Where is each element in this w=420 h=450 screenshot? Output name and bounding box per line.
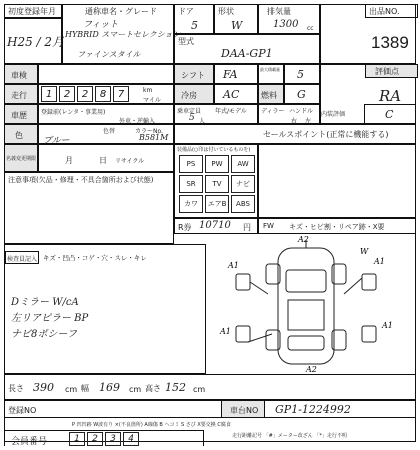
rear-window: [288, 336, 324, 350]
inspector-line-3: ナビ8ポシーフ: [11, 329, 77, 340]
mileage-digit: 7: [113, 86, 129, 102]
sales-point-box: [174, 124, 416, 144]
displacement-box: [258, 4, 320, 34]
car-name-box: [62, 4, 181, 64]
roof: [288, 300, 324, 330]
color-change-label: 色替: [103, 128, 116, 135]
car-name-label: 通称車名・グレード: [85, 7, 157, 16]
height-unit: cm: [193, 385, 206, 394]
fuel-label: 燃料: [261, 91, 277, 100]
car-diagram: [206, 234, 416, 374]
notes-label: 注意事項(欠品・修理・不具合箇所および状態): [8, 176, 154, 184]
member-digit: 2: [87, 432, 103, 446]
color-label: 色: [15, 131, 23, 140]
cooler-value: AC: [223, 88, 240, 101]
spare-left-bottom: [236, 326, 250, 342]
mark-left-top: A1: [228, 261, 239, 270]
grade-value: HYBRID スマートセレクション: [65, 30, 181, 39]
shift-label-box: [174, 64, 214, 84]
exhibit-label-box: [365, 4, 418, 18]
length-value: 390: [33, 381, 54, 394]
inspector-box: [4, 244, 206, 374]
color-label-box: [4, 124, 38, 144]
recycle-label: リサイクル: [115, 158, 145, 165]
dealer-box: [258, 104, 320, 124]
cert-label-box: [258, 64, 284, 84]
sales-point-label: セールスポイント(正常に機能する): [263, 130, 389, 139]
inspector-label: 検査員記入: [7, 256, 38, 263]
inspection-value-box: [38, 64, 174, 84]
sales-point-area: [258, 144, 416, 218]
mark-line-1: [250, 282, 268, 294]
doors-box: [174, 4, 214, 34]
color-no-label: カラーNo.: [135, 128, 163, 135]
history-label-box: [4, 104, 38, 124]
cooler-label-box: [174, 84, 214, 104]
inspection-label: 車検: [11, 71, 27, 80]
month-label: 月: [65, 156, 73, 165]
notes-box: [4, 172, 174, 244]
name-change-value-box: [38, 144, 174, 172]
dealer-label: ディラー: [261, 108, 285, 115]
mileage-label: 走行: [11, 91, 27, 100]
cooler-label: 冷房: [181, 91, 197, 100]
member-digit: 4: [123, 432, 139, 446]
inspector-line-1: Dミラー W/cA: [11, 297, 79, 308]
shift-value-box: [214, 64, 258, 84]
score-label: 評価点: [375, 67, 399, 76]
mark-line-2: [344, 278, 362, 294]
mileage-digit: 2: [77, 86, 93, 102]
r-unit: 円: [243, 223, 251, 232]
doors-value: 5: [191, 19, 198, 32]
handle-value: 右: [291, 118, 298, 125]
shape-label: 形状: [218, 7, 234, 16]
inspection-label-box: [4, 64, 38, 84]
history-sub: 登録前(レンタ・事業用): [41, 109, 106, 116]
shift-label: シフト: [181, 71, 205, 80]
chassis-label: 車台NO: [230, 406, 259, 415]
history-label: 車歴: [11, 111, 27, 120]
doors-label: ドア: [178, 7, 194, 16]
displacement-label: 排気量: [267, 7, 291, 16]
member-digit: 3: [105, 432, 121, 446]
first-reg-value: H25 / 2月: [7, 35, 65, 49]
windshield: [286, 270, 326, 292]
shape-box: [214, 4, 258, 34]
cooler-value-box: [214, 84, 258, 104]
chassis-value: GP1-1224992: [275, 403, 351, 416]
chassis-label-box: [221, 400, 265, 418]
handle-sub: 左: [305, 118, 312, 125]
color-no-value: B581M: [139, 133, 169, 142]
spare-left-top: [236, 274, 250, 290]
day-label: 日: [99, 156, 107, 165]
member-digit: 1: [69, 432, 85, 446]
spare-right-bottom: [362, 326, 376, 342]
mileage-digits-box: [38, 84, 174, 104]
interior-value: C: [385, 108, 394, 121]
score-value: RA: [379, 87, 402, 105]
mark-left-mid: A1: [220, 327, 231, 336]
length-unit: cm: [65, 385, 78, 394]
mileage-label-box: [4, 84, 38, 104]
first-reg-label: 初度登録年月: [8, 7, 56, 16]
mileage-digit: 2: [59, 86, 75, 102]
cc-unit: cc: [307, 25, 314, 32]
equipment-item: SR: [179, 175, 203, 193]
mark-right-mid: A1: [382, 321, 393, 330]
member-box: [4, 430, 204, 446]
r-label: R券: [178, 223, 192, 232]
model-value: DAA-GP1: [221, 47, 273, 60]
score-label-box: [365, 64, 418, 78]
mark-bottom: A2: [306, 365, 317, 374]
car-outline-svg: [206, 234, 416, 374]
reg-no-label: 登録NO: [8, 406, 37, 415]
meter-note: 走行距離記号 「#」メーター改ざん 「*」走行不明: [232, 433, 347, 439]
inspector-legend: キズ・凹凸・コゲ・穴・スレ・キレ: [43, 254, 147, 262]
interior-label: 内装評価: [321, 111, 346, 118]
legend-bar: [258, 218, 416, 234]
capacity-label: 乗車定員: [177, 108, 202, 115]
inspector-line-2: 左リアピラー BP: [11, 313, 89, 324]
capacity-value: 5: [297, 68, 304, 81]
shape-value: W: [231, 19, 243, 32]
mileage-unit-mile: マイル: [143, 97, 161, 104]
height-label: 高さ: [145, 384, 161, 393]
car-name-value: フィット: [83, 20, 119, 30]
name-change-label-box: [4, 144, 38, 172]
mark-line-3: [248, 334, 272, 342]
grade-note: ファインスタイル: [77, 50, 141, 59]
capacity-sub-label: 最大積載量: [260, 67, 280, 72]
r-ticket-box: [174, 218, 258, 234]
dimensions-box: [4, 374, 416, 400]
interior-box: [321, 104, 416, 124]
equipment-box: [174, 144, 258, 218]
width-label: 幅: [81, 384, 89, 393]
fw-label: FW: [263, 222, 274, 230]
equipment-label: 装備品(○印は付いているものを): [177, 147, 251, 153]
equipment-item: エアB: [205, 195, 229, 213]
length-label: 長さ: [8, 384, 24, 393]
mark-right-top: A1: [374, 257, 385, 266]
equipment-item: カワ: [179, 195, 203, 213]
equipment-item: AW: [231, 155, 255, 173]
fuel-value: G: [297, 88, 306, 101]
capacity-box: [174, 104, 258, 124]
car-body: [278, 248, 334, 364]
equipment-item: TV: [205, 175, 229, 193]
mark-top: A2: [298, 235, 309, 244]
import-sub: 外車・逆輸入: [119, 118, 156, 125]
history-value-box: [38, 104, 174, 124]
fuel-value-box: [284, 84, 320, 104]
registration-box: [4, 400, 416, 418]
capacity-top-box: [284, 64, 320, 84]
width-unit: cm: [129, 385, 142, 394]
r-value: 10710: [199, 220, 231, 231]
capacity-row-value: 5: [189, 113, 195, 123]
mileage-digit: 8: [95, 86, 111, 102]
exhibit-value: 1389: [371, 33, 409, 52]
legend-text: キズ・ヒビ割・リペア跡・X要: [289, 223, 385, 231]
first-reg-label-box: [4, 4, 62, 18]
mileage-unit-km: km: [143, 87, 153, 94]
height-value: 152: [165, 381, 186, 394]
capacity-unit: 人: [199, 118, 206, 125]
spare-right-top: [362, 274, 376, 290]
width-value: 169: [99, 381, 120, 394]
color-value-box: [38, 124, 174, 144]
first-reg-value-box: [4, 18, 65, 64]
name-change-label: 名義変更期限: [6, 156, 37, 162]
equipment-item: ABS: [231, 195, 255, 213]
equipment-item: PW: [205, 155, 229, 173]
model-change-label: 年式/モデル: [215, 108, 247, 115]
shift-value: FA: [223, 68, 238, 81]
mark-w: W: [360, 247, 369, 256]
fuel-label-box: [258, 84, 284, 104]
exhibit-box: [320, 4, 416, 64]
equipment-item: PS: [179, 155, 203, 173]
model-label: 型式: [178, 37, 194, 46]
mileage-digit: 1: [41, 86, 57, 102]
exhibit-label: 出品NO.: [369, 7, 400, 16]
color-value: ブルー: [43, 136, 70, 146]
handle-label: ハンドル: [289, 108, 314, 115]
member-label: 会員番号: [11, 437, 48, 447]
inspector-label-box: [5, 251, 39, 264]
equipment-item: ナビ: [231, 175, 255, 193]
model-box: [174, 34, 320, 64]
footer-legend: P 凹凹跡 W波有り ×(不良箇所) A線傷 B へコミ S さび X要交換 C腐食: [72, 422, 231, 428]
displacement-value: 1300: [273, 19, 299, 30]
